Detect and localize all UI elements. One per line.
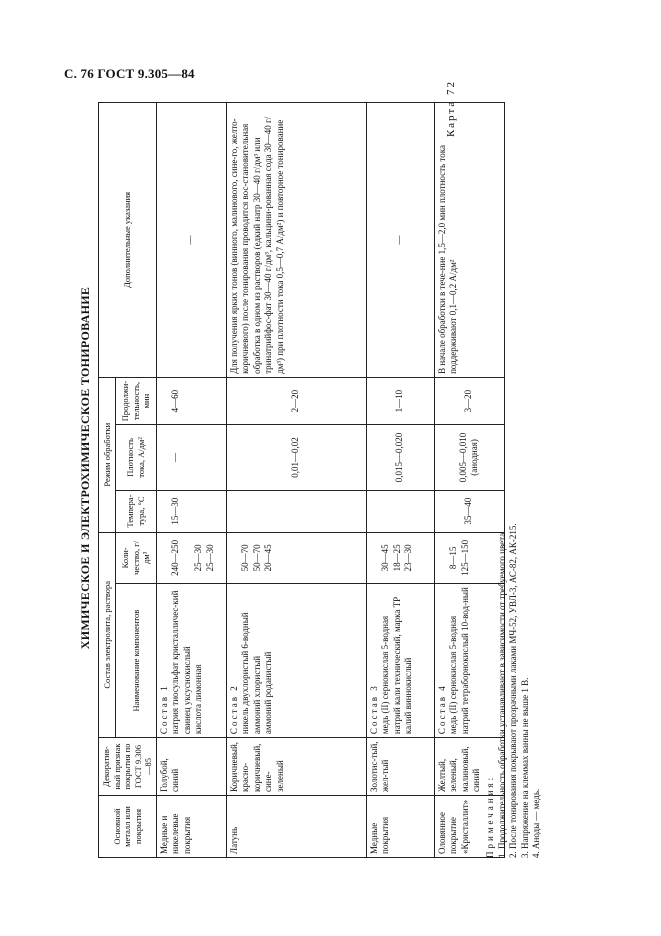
cell-note: —	[366, 103, 434, 378]
quantity: 30—45	[380, 544, 390, 572]
header-notes: Дополнительные указания	[99, 103, 157, 378]
map-label: Карта 72	[445, 80, 457, 138]
note-item: 1. Продолжительность обработки устанавливают в зависимости от требуемого цвета.	[496, 530, 507, 858]
component: натрий кали технический, марка ТР	[391, 596, 402, 735]
note-item: 4. Аноды — медь.	[531, 788, 541, 858]
composition-label: Состав 3	[368, 684, 379, 735]
quantity: 50—70	[240, 544, 250, 572]
table-title: ХИМИЧЕСКОЕ И ЭЛЕКТРОХИМИЧЕСКОЕ ТОНИРОВАНИЕ	[78, 286, 92, 650]
header-temperature: Темпера-тура, °С	[116, 490, 156, 532]
cell-temperature	[226, 490, 366, 532]
density: —	[170, 452, 180, 462]
cell-decor: Голубой, синий	[156, 738, 226, 796]
component: аммоний роданистый	[263, 651, 273, 735]
notes-block	[485, 523, 543, 858]
cell-density: 0,01—0,02	[226, 425, 366, 490]
duration: 4—60	[170, 389, 180, 413]
cell-decor: Золотис-тый, жел-тый	[366, 738, 434, 796]
table-row	[366, 103, 434, 858]
header-decorative-sign: Декоратив-ный признак покрытия по ГОСТ 9.306—85	[99, 738, 157, 796]
quantity: 25—30	[193, 544, 203, 572]
note-item: 3. Напряжение на клеммах ванны не выше 1 В.	[519, 677, 530, 858]
cell-note: —	[156, 103, 226, 378]
component: кислота лимонная	[193, 664, 203, 735]
cell-note: В начале обработки в тече-ние 1,5—2,0 мин плотность тока поддерживают 0,1—0,2 А/дм²	[434, 103, 504, 378]
quantity: 23—30	[403, 544, 413, 572]
composition-label: Состав 2	[228, 684, 239, 735]
cell-density: 0,015—0,020	[366, 425, 434, 490]
quantity: 20—45	[263, 544, 273, 572]
cell-components	[156, 584, 226, 738]
quantity: 8—15	[448, 546, 458, 570]
cell-quantities	[366, 532, 434, 584]
header-base-metal: Основной металл или покрытия	[99, 796, 157, 858]
header-component-name: Наименование компонентов	[116, 584, 156, 738]
cell-components	[226, 584, 366, 738]
toning-table	[98, 102, 505, 858]
composition-label: Состав 4	[436, 684, 447, 735]
temperature: 15—30	[170, 497, 180, 525]
cell-decor: Желтый, зеленый, малиновый, синий	[434, 738, 504, 796]
component: калий виннокислый	[403, 657, 413, 735]
page-header: С. 76 ГОСТ 9.305—84	[64, 66, 195, 81]
header-quantity: Коли-чество, г/дм³	[116, 532, 156, 584]
cell-duration: 2—20	[226, 377, 366, 424]
cell-base: Медные и никелевые покрытия	[156, 796, 226, 858]
cell-temperature	[156, 490, 226, 532]
notes-heading: Примечания:	[485, 774, 495, 858]
quantity: 50—70	[251, 544, 262, 572]
cell-density	[156, 425, 226, 490]
header-mode: Режим обработки	[99, 377, 116, 532]
cell-temperature: 35—40	[434, 490, 504, 532]
rotated-page-content	[78, 80, 541, 858]
quantity: 125—150	[459, 539, 470, 576]
component: аммоний хлористый	[251, 655, 262, 735]
header-duration: Продолжи-тельность, мин	[116, 377, 156, 424]
component: медь (II) сернокислая 5-водная	[380, 615, 390, 735]
component: свинец уксуснокислый	[181, 646, 192, 735]
cell-base: Оловянное покрытие «Кристаллит»	[434, 796, 504, 858]
cell-decor: Коричневый, красно-коричневый, сине-зеленый	[226, 738, 366, 796]
table-row	[156, 103, 226, 858]
note-item: 2. После тонирования покрывают прозрачными лаками МЧ-52, УВЛ-3, АС-82, АК-215.	[508, 523, 518, 858]
component: медь (II) сернокислая 5-водная	[448, 615, 458, 735]
cell-components	[366, 584, 434, 738]
cell-quantities	[156, 532, 226, 584]
quantity: 25—30	[204, 544, 215, 572]
cell-note: Для получения ярких тонов (винного, малинового, сине-го, желто-коричневого) после тонирования проводится вос-становительная обработка в одном из растворов (едкий натр 30—40 г/дм³ или тринатрийфос-фат 30—40 г/дм³, кальцини-рованная сода 30—40 г/дм³) при плотности тока 0,5—0,7 А/дм²) и повторное тонирование	[226, 103, 366, 378]
header-electrolyte: Состав электролита, раствора	[99, 532, 116, 738]
composition-label: Состав 1	[158, 684, 169, 735]
quantity: 18—25	[391, 544, 402, 572]
table-row	[226, 103, 366, 858]
cell-duration: 1—10	[366, 377, 434, 424]
cell-density: 0,005—0,010 (анодная)	[434, 425, 504, 490]
cell-duration: 3—20	[434, 377, 504, 424]
cell-base: Медные покрытия	[366, 796, 434, 858]
component: никель двухлористый 6-водный	[240, 612, 250, 735]
component: натрий тетраборнокислый 10-вод-ный	[459, 587, 470, 735]
cell-base: Латунь	[226, 796, 366, 858]
component: натрия тиосульфат кристалличес-кий	[170, 590, 180, 735]
header-current-density: Плотность тока, А/дм²	[116, 425, 156, 490]
quantity: 240—250	[170, 539, 180, 576]
cell-duration	[156, 377, 226, 424]
cell-temperature	[366, 490, 434, 532]
cell-quantities	[226, 532, 366, 584]
